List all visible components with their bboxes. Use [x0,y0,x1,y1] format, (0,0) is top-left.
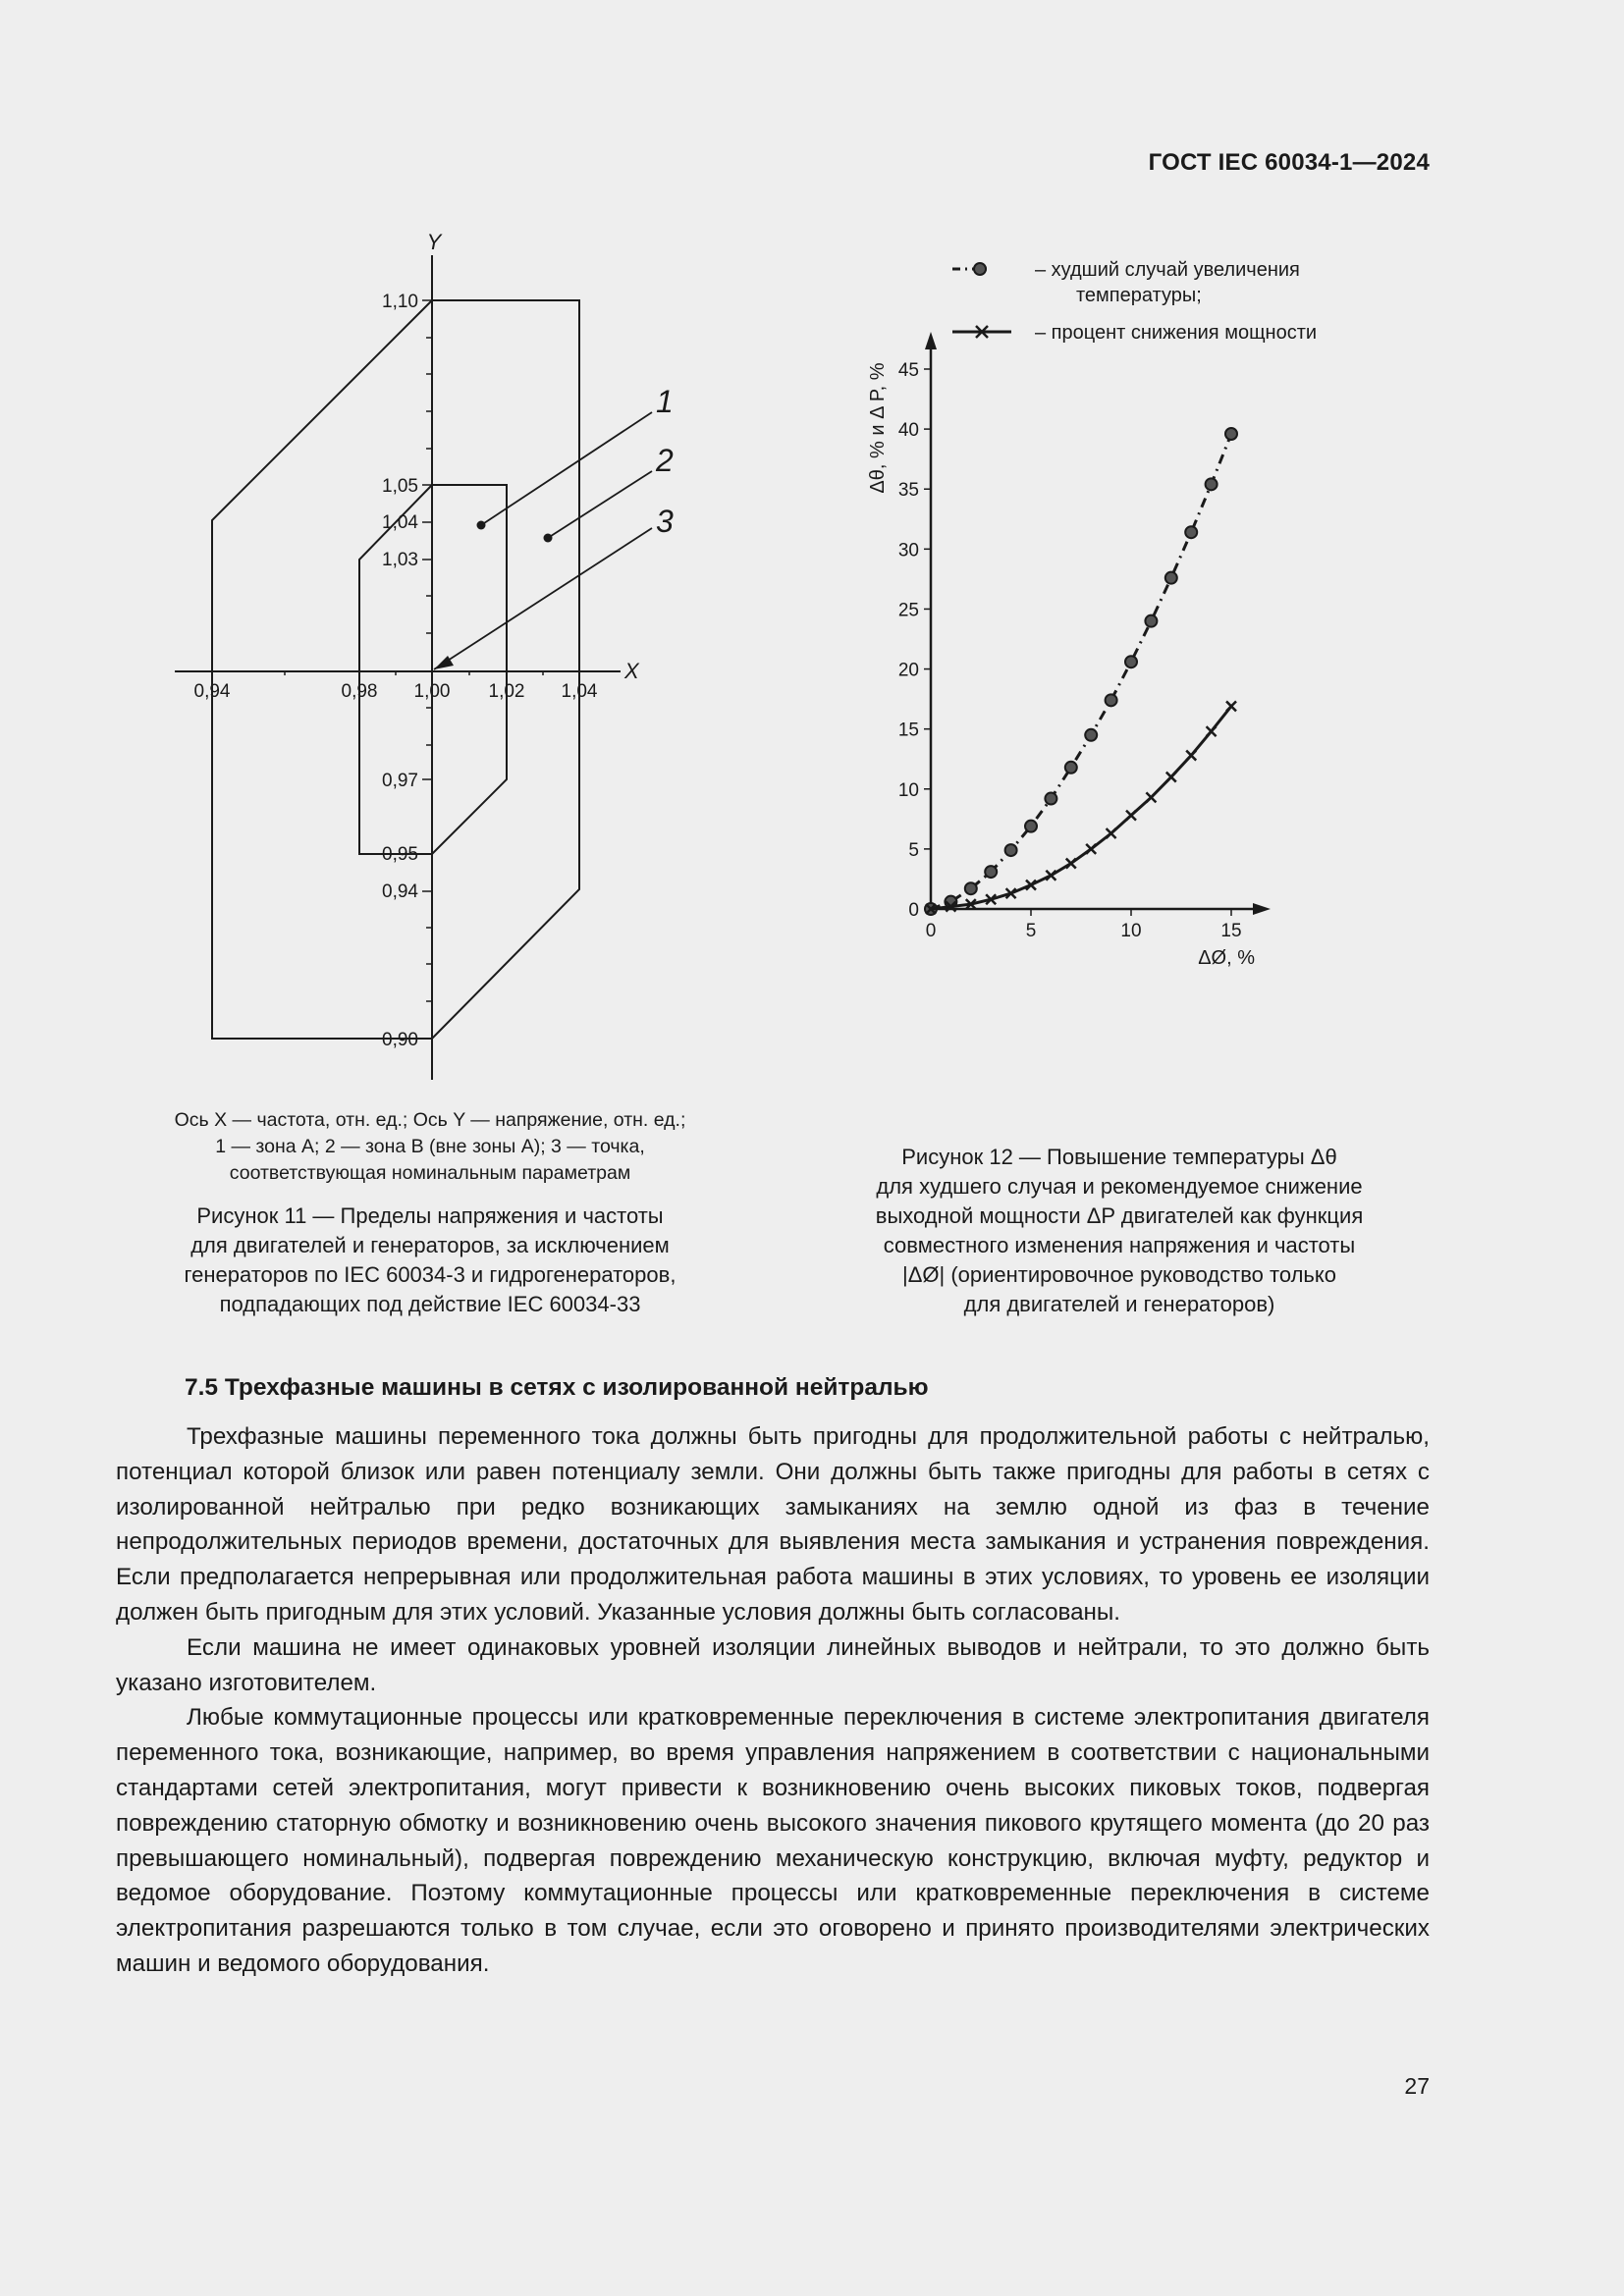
y-tick-label: 1,10 [382,292,418,312]
page-number: 27 [1404,2073,1430,2099]
y-tick-label: 10 [897,779,919,801]
caption-line: совместного изменения напряжения и частоты [883,1233,1356,1257]
data-point-temperature [1005,844,1017,856]
caption-line: подпадающих под действие IEC 60034-33 [219,1292,641,1316]
zone-label-1: 1 [656,384,674,419]
figure-12-caption [805,1143,1434,1319]
x-tick-label: 1,02 [488,681,525,702]
legend-label-power: – процент снижения мощности [1035,322,1318,344]
leader-line-3 [434,528,652,669]
zone-label-2: 2 [656,443,674,478]
legend-note-line: соответствующая номинальным параметрам [229,1162,631,1184]
y-tick-label: 35 [897,480,919,502]
x-tick-label: 10 [1120,921,1142,941]
legend-label-temperature-line1: – худший случай увеличения [1035,259,1300,281]
x-tick-label: 0,94 [193,681,231,702]
data-point-temperature [985,866,997,878]
x-tick-label: 15 [1220,921,1242,941]
y-tick-label: 25 [897,600,919,621]
data-point-power [1107,828,1116,838]
caption-line: для двигателей и генераторов) [963,1292,1275,1316]
chart-x-arrowhead [1253,903,1271,915]
data-point-temperature [1165,572,1177,584]
y-tick-label: 20 [897,660,919,681]
paragraph: Если машина не имеет одинаковых уровней изоляции линейных выводов и нейтрали, то это должно быть указано изготовителем. [116,1633,1430,1696]
y-tick-label: 5 [908,839,919,861]
caption-line: выходной мощности ΔP двигателей как функция [875,1203,1364,1228]
data-point-power [1186,751,1196,761]
y-tick-label: 40 [897,420,919,442]
y-tick-label: 0,95 [382,844,418,865]
data-point-temperature [1225,428,1237,440]
y-tick-label: 1,04 [382,512,418,533]
data-point-power [1166,773,1176,782]
data-point-temperature [1025,821,1037,832]
chart-y-arrowhead [925,332,937,349]
caption-line: для двигателей и генераторов, за исключением [190,1233,670,1257]
caption-line: генераторов по IEC 60034-3 и гидрогенераторов, [184,1262,677,1287]
body-text [116,1419,1430,1982]
caption-line: Рисунок 12 — Повышение температуры Δθ [901,1145,1337,1169]
figure-12-chart [844,245,1414,982]
section-heading: 7.5 Трехфазные машины в сетях с изолированной нейтралью [185,1374,929,1401]
paragraph: Трехфазные машины переменного тока должны быть пригодны для продолжительной работы с нейтралью, потенциал которой близок или равен потенциалу земли. Они должны быть также пригодны для работы в сетях с изолированной нейтралью при редко возникающих замыканиях на землю одной из фаз в течение непродолжительных периодов времени, достаточных для выявления места замыкания и устранения повреждения. Если предполагается непрерывная или продолжительная работа машины в этих условиях, то уровень ее изоляции должен быть пригодным для этих условий. Указанные условия должны быть согласованы. [116,1423,1430,1626]
x-tick-label: 1,00 [413,681,451,702]
legend-note-line: Ось X — частота, отн. ед.; Ось Y — напряжение, отн. ед.; [174,1109,686,1131]
leader-line-2 [548,471,652,538]
data-point-temperature [1106,694,1117,706]
x-tick-label: 5 [1025,921,1037,941]
y-axis-minor-ticks [212,300,579,1039]
data-point-temperature [1125,656,1137,667]
data-point-power [1046,871,1056,881]
y-tick-label: 0,94 [382,881,418,902]
y-tick-label: 0,97 [382,771,418,791]
y-tick-label: 1,03 [382,550,418,570]
y-tick-label: 15 [897,720,919,741]
caption-line: |ΔØ| (ориентировочное руководство только [901,1262,1337,1287]
data-point-power [1066,859,1076,869]
legend-label-temperature-line2: температуры; [1076,285,1202,306]
legend-note-line: 1 — зона A; 2 — зона B (вне зоны A); 3 — точка, [215,1136,645,1157]
data-point-power [1207,726,1217,736]
paragraph: Любые коммутационные процессы или кратковременные переключения в системе электропитания двигателя переменного тока, возникающие, например, во время управления напряжением в соответствии с национальными стандартами сетей электропитания, могут привести к возникновению очень высоких пиковых токов, подвергая повреждению статорную обмотку и возникновению очень высокого значения пикового крутящего момента (до 20 раз превышающего номинальный), подвергая повреждению механическую конструкцию, включая муфту, редуктор и ведомое оборудование. Поэтому коммутационные процессы или кратковременные переключения в системе электропитания разрешаются только в том случае, если это оговорено и принято производителями электрических машин и ведомого оборудования. [116,1704,1430,1977]
data-point-temperature [965,882,977,894]
series-line-temperature [931,434,1231,909]
data-point-temperature [1085,729,1097,741]
series-line-power [931,706,1231,909]
zone-b-marker [544,534,553,543]
y-tick-label: 30 [897,540,919,561]
y-axis-name: Y [426,230,442,254]
data-point-power [1126,811,1136,821]
data-point-power [1226,701,1236,711]
zone-b-boundary [212,300,579,1039]
data-point-temperature [1206,478,1218,490]
x-axis-name: X [624,659,639,683]
chart-y-axis-label: Δθ, % и Δ P, % [867,362,889,494]
x-tick-label: 1,04 [561,681,598,702]
x-tick-label: 0 [925,921,937,941]
figure-11-legend-note [116,1107,744,1187]
data-point-temperature [1145,615,1157,627]
y-tick-label: 45 [897,360,919,381]
data-point-temperature [1065,762,1077,774]
leader-line-1 [481,412,652,525]
data-point-temperature [1185,526,1197,538]
zone-a-marker [477,521,486,530]
x-tick-label: 0,98 [341,681,378,702]
caption-line: для худшего случая и рекомендуемое снижение [876,1174,1363,1199]
document-header: ГОСТ IEC 60034-1—2024 [1148,149,1430,176]
data-point-power [1086,844,1096,854]
y-tick-label: 1,05 [382,476,418,497]
y-tick-label: 0 [908,900,919,921]
caption-line: Рисунок 11 — Пределы напряжения и частоты [196,1203,664,1228]
chart-x-axis-label: ΔØ, % [1198,947,1255,969]
figure-11-diagram [157,226,674,1090]
legend-marker-circle [974,263,986,275]
data-point-power [1146,792,1156,802]
zone-label-3: 3 [656,504,674,539]
data-point-temperature [1045,793,1056,805]
y-tick-label: 0,90 [382,1030,418,1050]
figure-11-caption [116,1201,744,1319]
